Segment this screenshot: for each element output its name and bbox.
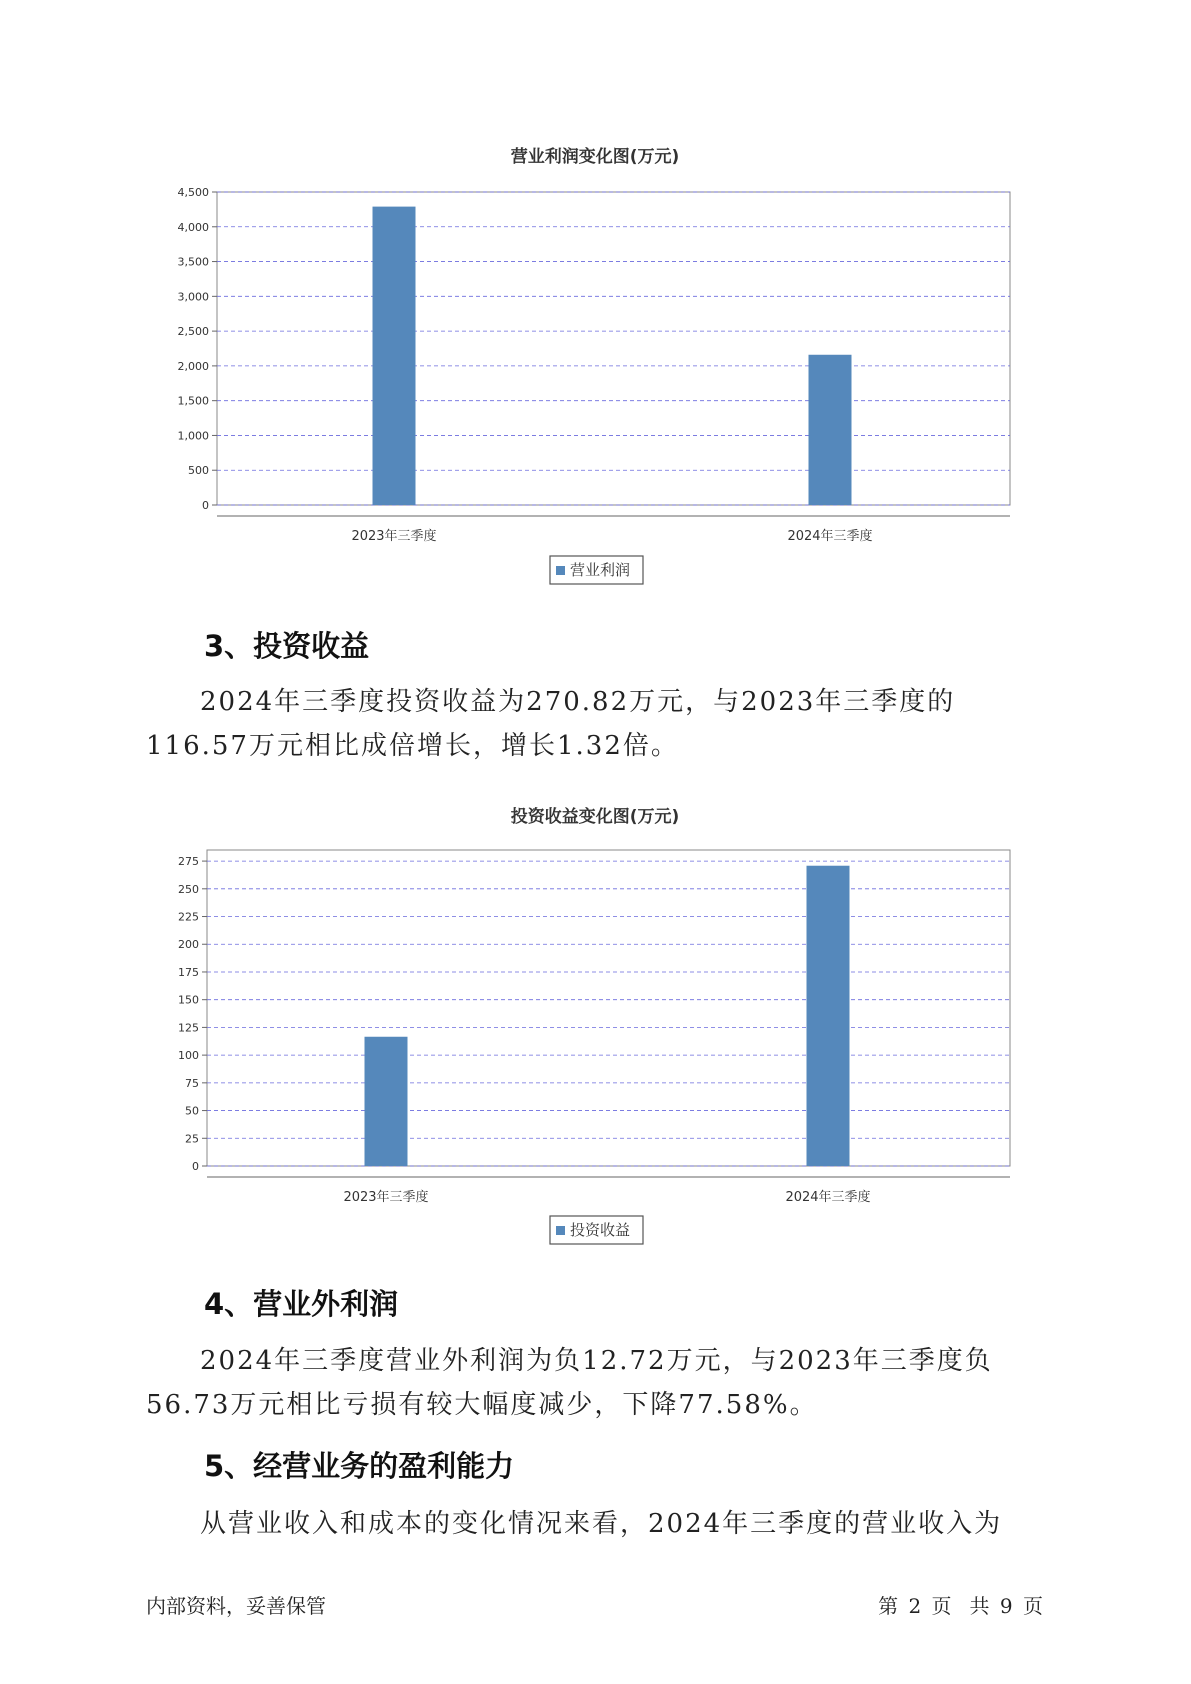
legend-swatch (556, 1226, 565, 1235)
section-5-paragraph (146, 1502, 1051, 1546)
plot-area (217, 192, 1010, 505)
page-prefix: 第 (878, 1594, 899, 1618)
y-tick-label: 275 (178, 855, 199, 869)
bar-2 (807, 866, 850, 1166)
operating-profit-chart-svg (0, 140, 1191, 600)
x-category-label: 2024年三季度 (785, 1190, 871, 1205)
y-tick-label: 4,000 (177, 220, 209, 234)
section-3-paragraph (146, 680, 1051, 768)
bar-1 (365, 1037, 408, 1166)
x-category-label: 2024年三季度 (787, 529, 873, 544)
y-tick-label: 50 (185, 1104, 199, 1118)
section-3-text: 2024年三季度投资收益为270.82万元，与2023年三季度的116.57万元相比成倍增长，增长1.32倍。 (146, 687, 956, 761)
y-tick-label: 1,000 (177, 429, 209, 443)
y-tick-label: 0 (192, 1160, 199, 1173)
investment-income-chart (0, 800, 1191, 1255)
bar-2 (809, 355, 852, 505)
chart-title: 投资收益变化图(万元) (510, 807, 680, 827)
footer-page-info (878, 1590, 1043, 1619)
y-tick-label: 25 (185, 1132, 199, 1146)
y-tick-label: 75 (185, 1076, 199, 1090)
y-tick-label: 500 (188, 464, 209, 478)
y-tick-label: 200 (178, 938, 199, 952)
investment-income-chart-svg (0, 800, 1191, 1255)
y-tick-label: 3,500 (177, 255, 209, 269)
page-unit: 页 (931, 1594, 952, 1618)
y-tick-label: 3,000 (177, 290, 209, 304)
legend-label: 投资收益 (570, 1221, 631, 1239)
section-5-text: 从营业收入和成本的变化情况来看，2024年三季度的营业收入为 (200, 1509, 1003, 1539)
chart-title: 营业利润变化图(万元) (510, 147, 680, 167)
y-tick-label: 225 (178, 910, 199, 924)
section-4-heading: 4、营业外利润 (204, 1287, 399, 1321)
y-tick-label: 2,000 (177, 359, 209, 373)
legend-label: 营业利润 (570, 561, 631, 579)
y-tick-label: 4,500 (177, 186, 209, 199)
legend-swatch (556, 566, 565, 575)
section-4-paragraph (146, 1339, 1051, 1427)
y-tick-label: 100 (178, 1049, 199, 1063)
total-unit: 页 (1023, 1594, 1043, 1618)
total-pages: 9 (999, 1594, 1013, 1618)
section-3-heading: 3、投资收益 (204, 629, 370, 663)
x-category-label: 2023年三季度 (343, 1190, 429, 1205)
y-tick-label: 150 (178, 993, 199, 1007)
page-number: 2 (908, 1594, 922, 1618)
bar-1 (373, 207, 416, 505)
y-tick-label: 175 (178, 965, 199, 979)
section-5-heading: 5、经营业务的盈利能力 (204, 1449, 515, 1483)
operating-profit-chart (0, 140, 1191, 600)
y-tick-label: 250 (178, 882, 199, 896)
y-tick-label: 2,500 (177, 325, 209, 339)
section-4-text: 2024年三季度营业外利润为负12.72万元，与2023年三季度负56.73万元相比亏损有较大幅度减少，下降77.58%。 (146, 1346, 993, 1420)
y-tick-label: 0 (202, 499, 209, 512)
total-prefix: 共 (969, 1594, 990, 1618)
footer-confidential-note: 内部资料，妥善保管 (146, 1594, 326, 1618)
y-tick-label: 1,500 (177, 394, 209, 408)
x-category-label: 2023年三季度 (351, 529, 437, 544)
plot-area (207, 850, 1010, 1166)
y-tick-label: 125 (178, 1021, 199, 1035)
